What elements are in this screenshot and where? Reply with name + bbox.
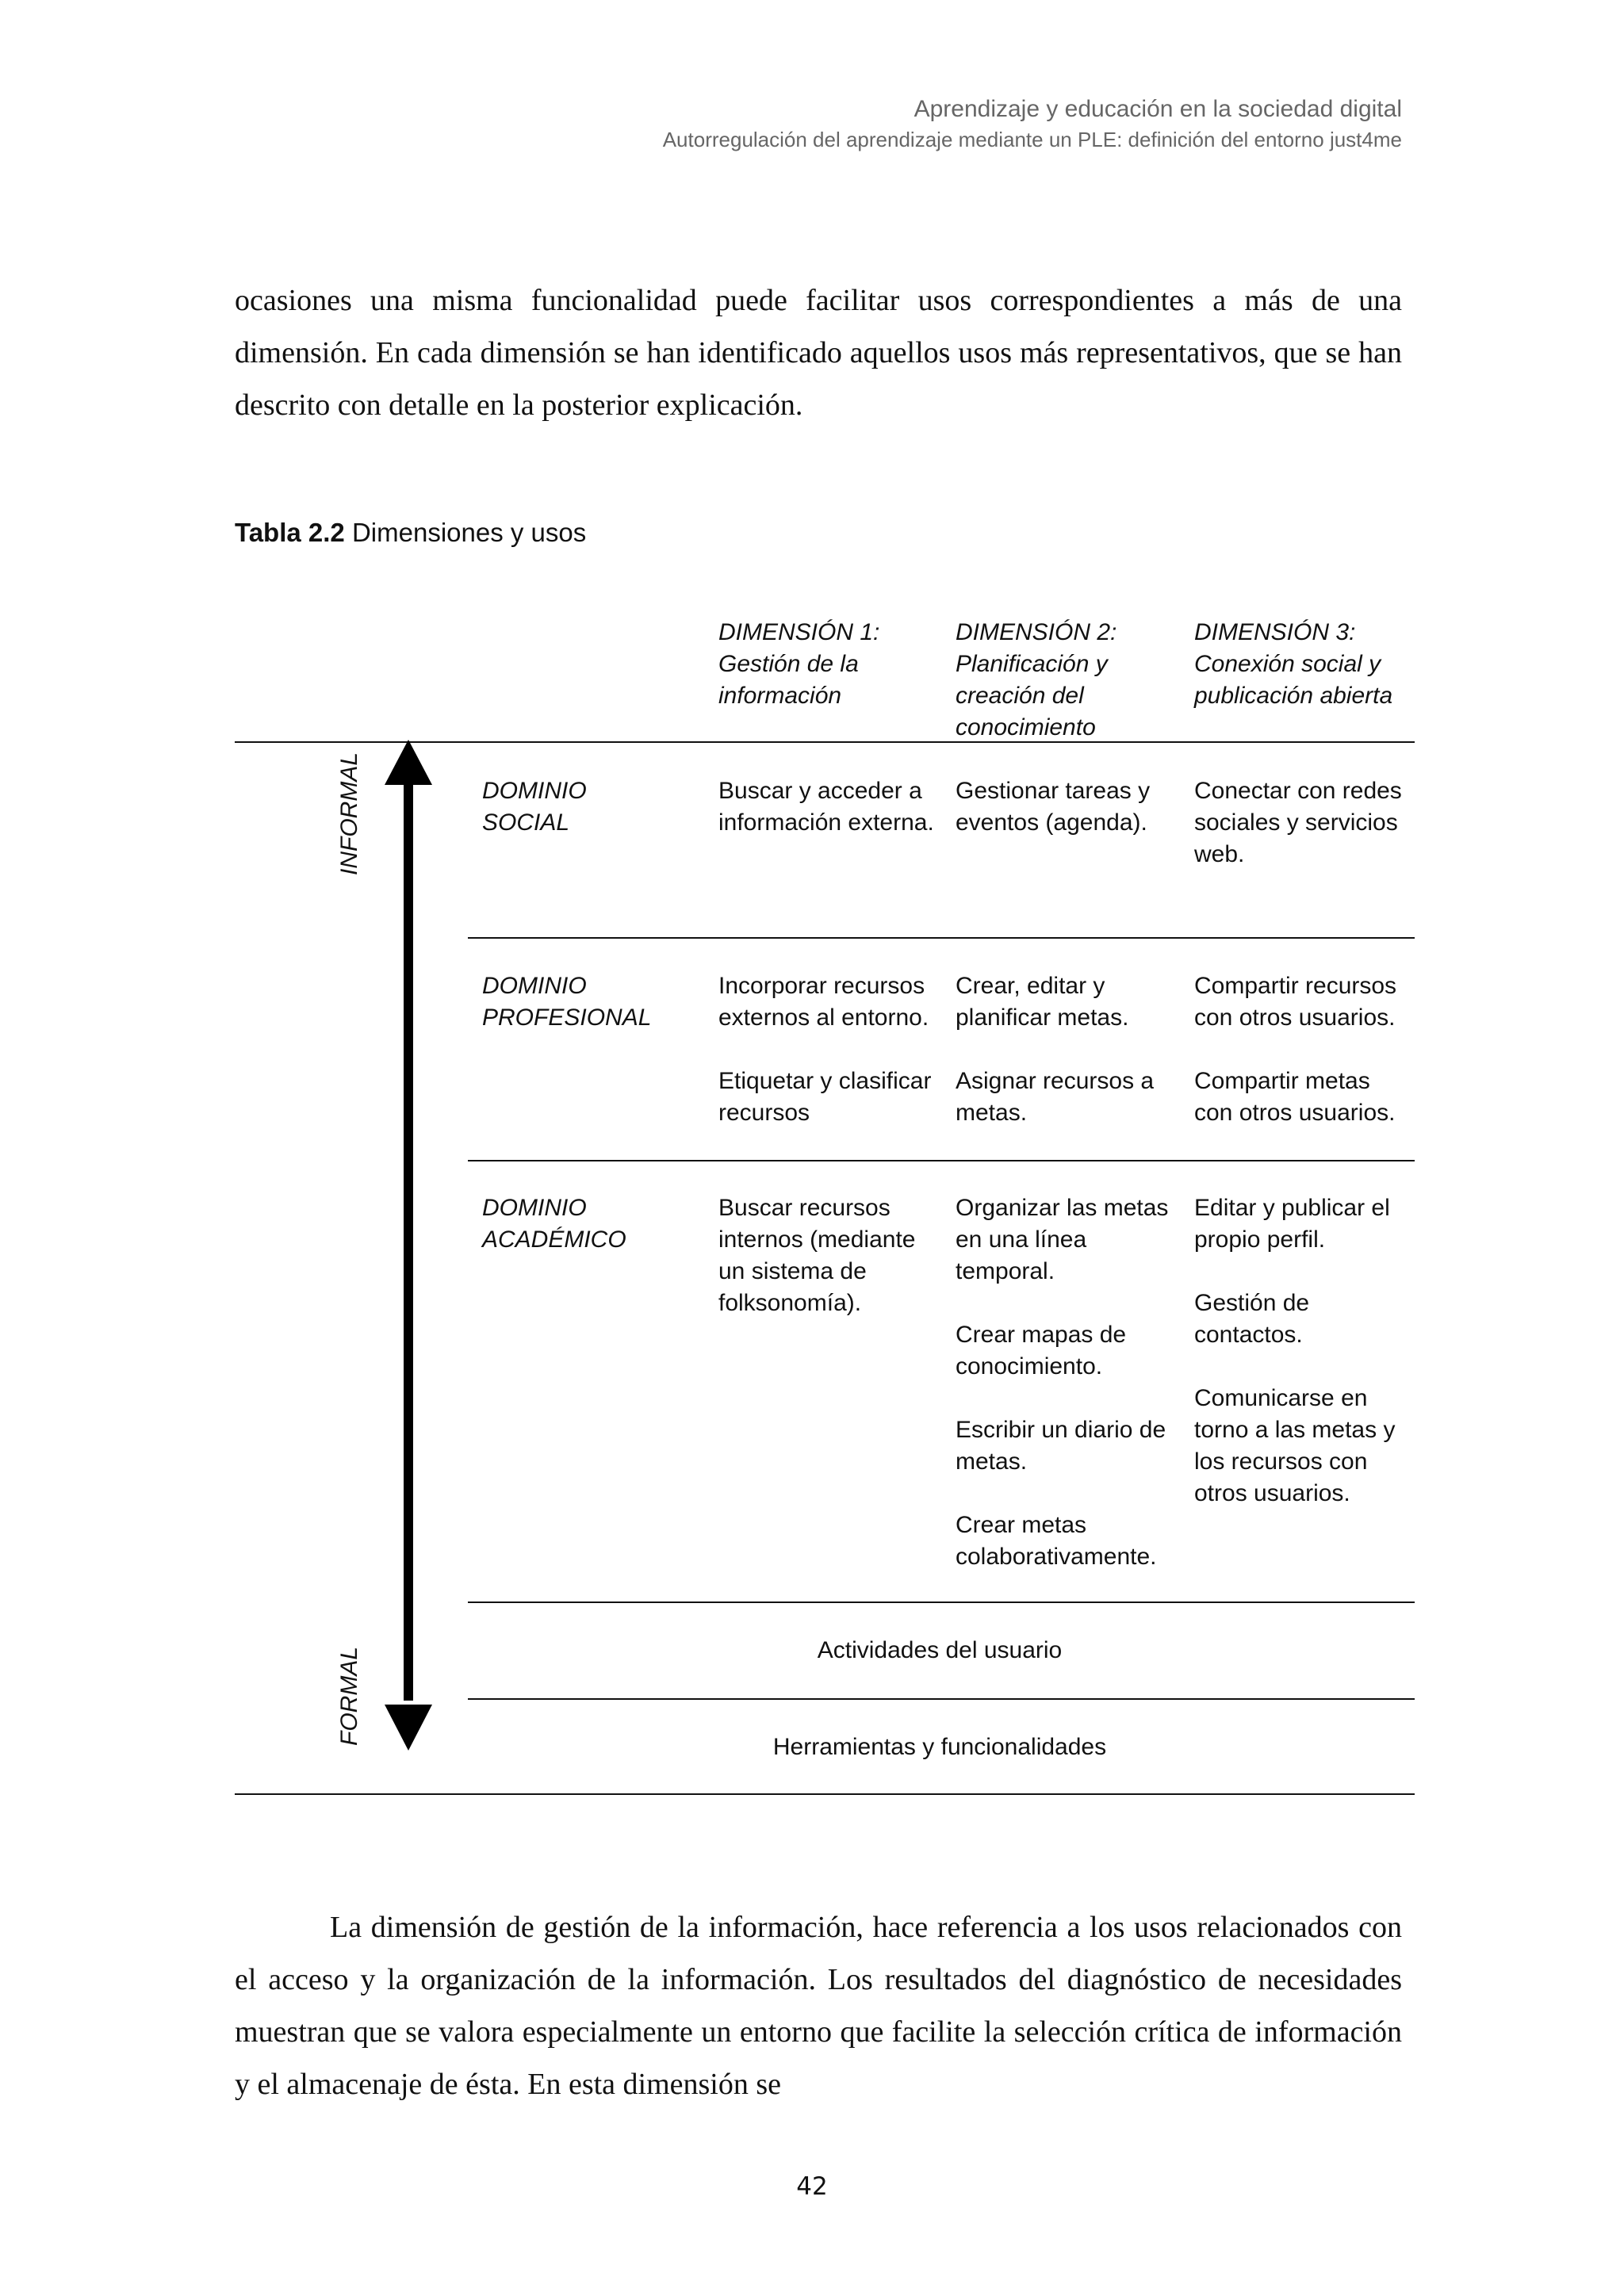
table-cell (1194, 1192, 1424, 1510)
cell-item: Crear mapas de conocimiento. (956, 1322, 1127, 1380)
body-paragraph-1: ocasiones una misma funcionalidad puede facilitar usos correspondientes a más de una dimensión. En cada dimensión se han identificado aquellos usos más representativos, que se han descrito con detalle en la posterior explicación. (235, 284, 1402, 422)
axis-label-informal: INFORMAL (336, 752, 362, 875)
table-caption-label: Tabla 2.2 (235, 518, 345, 547)
row-separator-2 (468, 1160, 1415, 1161)
col-header-2: DIMENSIÓN 2: Planificación y creación del conocimiento (956, 619, 1117, 740)
table-cell (1194, 775, 1424, 871)
row-separator-3 (468, 1601, 1415, 1603)
row-separator-4 (468, 1698, 1415, 1700)
table-cell (718, 775, 948, 839)
double-arrow-icon (381, 733, 436, 1756)
table-cell (956, 970, 1185, 1129)
cell-item: Compartir metas con otros usuarios. (1194, 1068, 1396, 1126)
footer-row-user-activities: Actividades del usuario (817, 1637, 1063, 1663)
row-label-social: DOMINIO SOCIAL (482, 778, 587, 836)
running-header-subtitle: Autorregulación del aprendizaje mediante un PLE: definición del entorno just4me (662, 128, 1402, 151)
cell-item: Incorporar recursos externos al entorno. (718, 973, 929, 1031)
footer-row-tools: Herramientas y funcionalidades (772, 1734, 1107, 1760)
cell-item: Gestión de contactos. (1194, 1290, 1310, 1348)
cell-item: Gestionar tareas y eventos (agenda). (956, 778, 1151, 836)
cell-item: Conectar con redes sociales y servicios web. (1194, 778, 1402, 867)
running-header-title: Aprendizaje y educación en la sociedad digital (914, 96, 1402, 122)
cell-item: Buscar y acceder a información externa. (718, 778, 934, 836)
table-cell (1194, 970, 1424, 1129)
table-caption-text: Dimensiones y usos (344, 518, 587, 547)
axis-label-formal: FORMAL (336, 1646, 362, 1746)
cell-item: Escribir un diario de metas. (956, 1417, 1166, 1475)
cell-item: Comunicarse en torno a las metas y los recursos con otros usuarios. (1194, 1385, 1396, 1506)
row-label-professional: DOMINIO PROFESIONAL (482, 973, 652, 1031)
row-separator-1 (468, 937, 1415, 939)
cell-item: Buscar recursos internos (mediante un sistema de folksonomía). (718, 1195, 916, 1316)
col-header-1: DIMENSIÓN 1: Gestión de la información (718, 619, 880, 709)
cell-item: Asignar recursos a metas. (956, 1068, 1155, 1126)
cell-item: Crear metas colaborativamente. (956, 1512, 1157, 1570)
table-bottom-rule (235, 1793, 1415, 1795)
table-cell (956, 775, 1185, 839)
col-header-3: DIMENSIÓN 3: Conexión social y publicación abierta (1194, 619, 1393, 709)
cell-item: Organizar las metas en una línea temporal. (956, 1195, 1169, 1284)
table-cell (718, 970, 948, 1129)
cell-item: Editar y publicar el propio perfil. (1194, 1195, 1390, 1253)
cell-item: Compartir recursos con otros usuarios. (1194, 973, 1397, 1031)
table-cell (956, 1192, 1185, 1573)
cell-item: Etiquetar y clasificar recursos (718, 1068, 932, 1126)
body-paragraph-2: La dimensión de gestión de la información, hace referencia a los usos relacionados con el acceso y la organización de la información. Los resultados del diagnóstico de necesidades muestran que se valora especialmente un entorno que facilite la selección crítica de información y el almacenaje de ésta. En esta dimensión se (235, 1911, 1402, 2101)
cell-item: Crear, editar y planificar metas. (956, 973, 1129, 1031)
row-label-academic: DOMINIO ACADÉMICO (482, 1195, 626, 1253)
page-number: 42 (796, 2172, 828, 2201)
table-cell (718, 1192, 948, 1319)
